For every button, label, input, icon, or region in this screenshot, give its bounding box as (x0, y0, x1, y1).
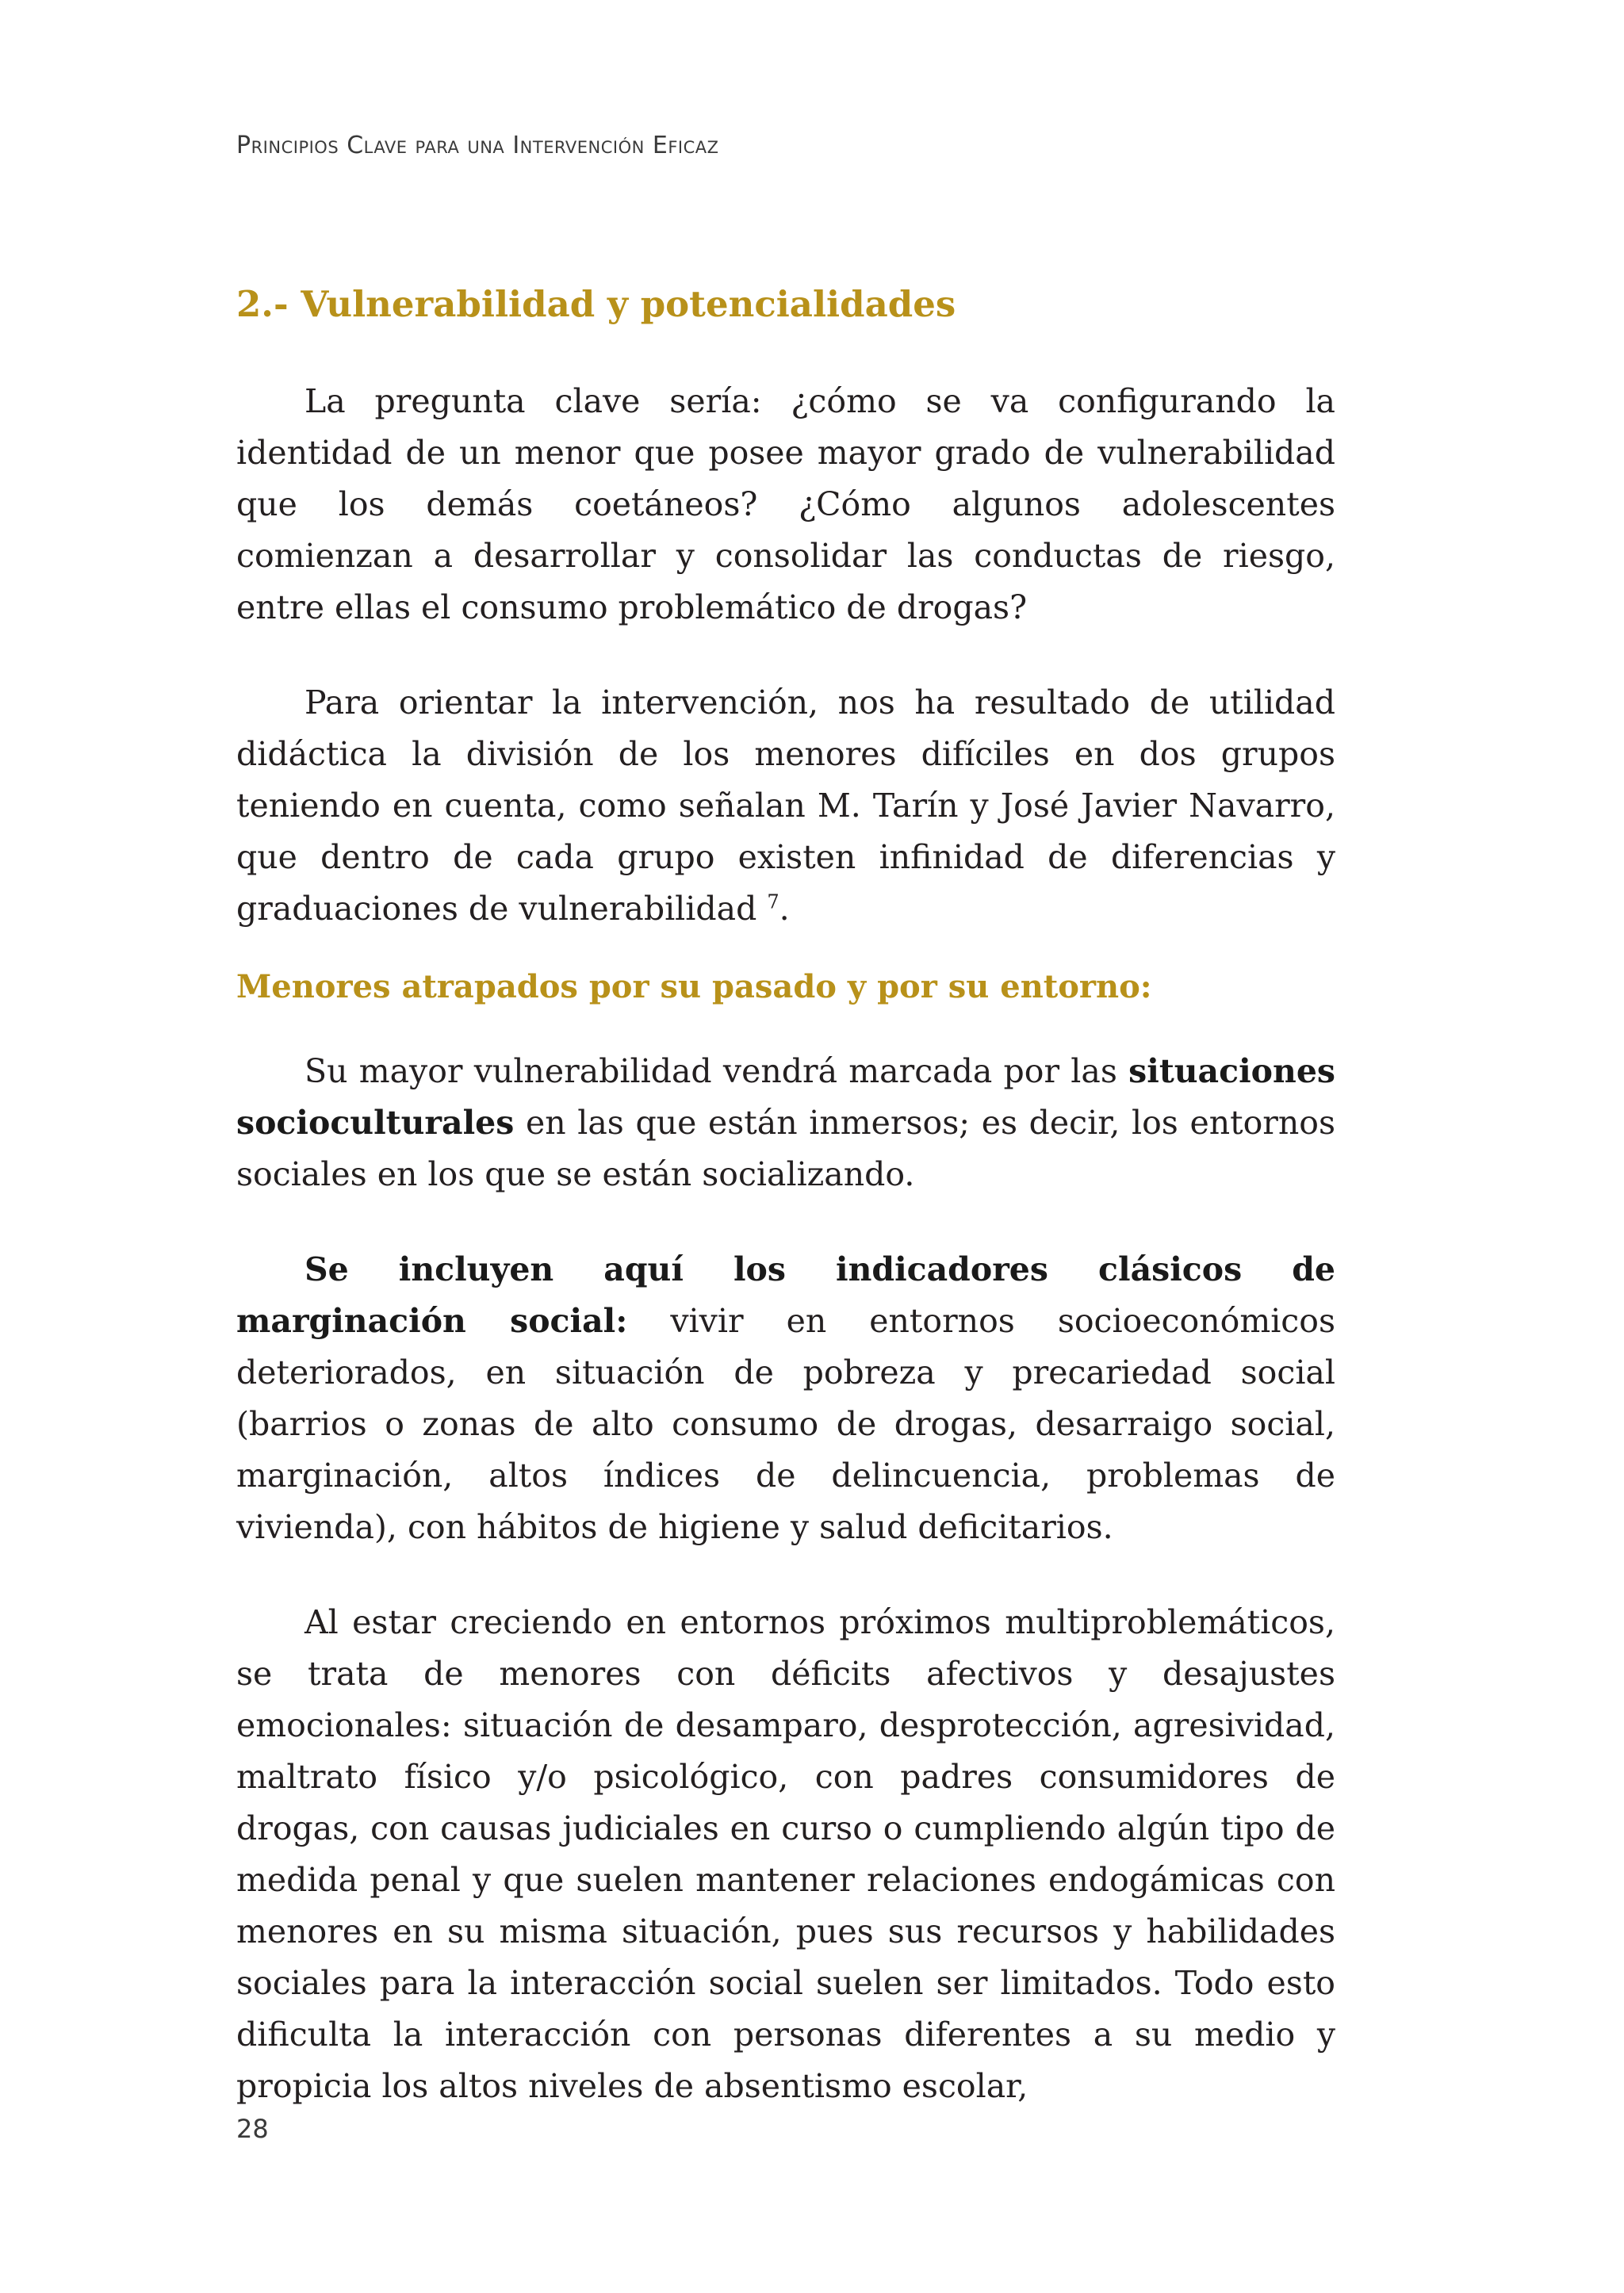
paragraph-text-after: en las que están inmersos; es decir, los entornos sociales en los que se están socializando. (236, 1104, 1335, 1193)
paragraph-key-question: La pregunta clave sería: ¿cómo se va configurando la identidad de un menor que posee mayor grado de vulnerabilidad que los demás coetáneos? ¿Cómo algunos adolescentes comienzan a desarrollar y consolidar las conductas de riesgo, entre ellas el consumo problemático de drogas? (236, 382, 1335, 626)
section-heading: 2.- Vulnerabilidad y potencialidades (236, 283, 956, 325)
emphasis-marginalization-indicators: Se incluyen aquí los indicadores clásicos de marginación social: (236, 1250, 1335, 1340)
paragraph-text-before: Su mayor vulnerabilidad vendrá marcada por las (304, 1052, 1129, 1090)
emphasis-sociocultural: situaciones socioculturales (236, 1052, 1335, 1142)
footnote-reference[interactable]: 7 (767, 890, 779, 913)
paragraph-multiproblem: Al estar creciendo en entornos próximos multiproblemáticos, se trata de menores con déficits afectivos y desajustes emocionales: situación de desamparo, desprotección, agresividad, maltrato físico y/o psicológico, con padres consumidores de drogas, con causas judiciales en curso o cumpliendo algún tipo de medida penal y que suelen mantener relaciones endogámicas con menores en su misma situación, pues sus recursos y habilidades sociales para la interacción social suelen ser limitados. Todo esto dificulta la interacción con personas diferentes a su medio y propicia los altos niveles de absentismo escolar, (236, 1603, 1335, 2105)
paragraph-text: Para orientar la intervención, nos ha resultado de utilidad didáctica la división de los menores difíciles en dos grupos teniendo en cuenta, como señalan M. Tarín y José Javier Navarro, que dentro de cada grupo existen infinidad de diferencias y graduaciones de vulnerabilidad (236, 683, 1335, 928)
paragraph-vulnerability (236, 1046, 1335, 1200)
sentence-end: . (779, 890, 790, 928)
page-number: 28 (236, 2114, 269, 2144)
paragraph-marginalization (236, 1244, 1335, 1553)
running-header: Principios Clave para una Intervención Eficaz (236, 132, 719, 159)
page-content (236, 279, 1335, 2112)
paragraph-didactic-division (236, 677, 1335, 935)
paragraph-text-after: vivir en entornos socioeconómicos deteriorados, en situación de pobreza y precariedad social (barrios o zonas de alto consumo de drogas, desarraigo social, marginación, altos índices de delincuencia, problemas de vivienda), con hábitos de higiene y salud deficitarios. (236, 1302, 1335, 1546)
subsection-heading: Menores atrapados por su pasado y por su entorno: (236, 968, 1152, 1005)
